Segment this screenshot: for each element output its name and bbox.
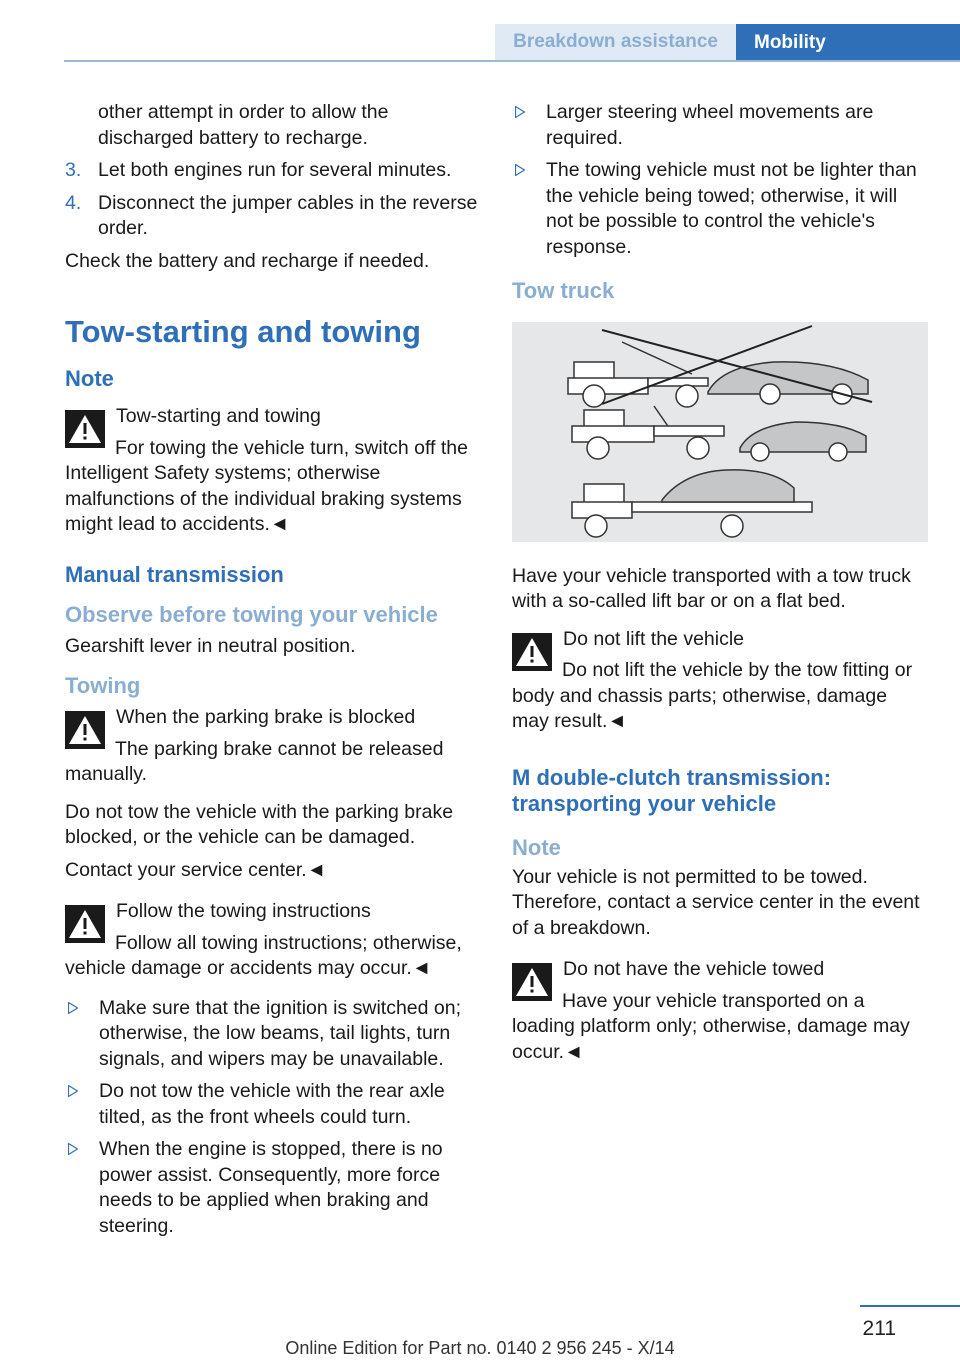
- do-not-tow-text: Do not tow the vehicle with the parking brake blocked, or the vehicle can be damaged.: [65, 800, 454, 848]
- warning-title: When the parking brake is blocked: [116, 706, 416, 728]
- manual-transmission-heading: Manual transmission: [65, 561, 284, 587]
- section-tab: Breakdown assistance: [495, 24, 736, 60]
- list-item: [65, 1137, 481, 1239]
- edition-footer: Online Edition for Part no. 0140 2 956 245 - X/14: [285, 1338, 675, 1358]
- warning-body: Follow all towing instructions; otherwise, vehicle damage or accidents may occur.◄: [65, 931, 462, 979]
- warning-icon: [512, 963, 552, 1001]
- transport-text: Have your vehicle transported with a tow truck with a so-called lift bar or on a flat bed.: [512, 564, 911, 612]
- left-column: [65, 100, 481, 1246]
- list-item-text: Make sure that the ignition is switched on; otherwise, the low beams, tail lights, turn signals, and wipers may be unavailable.: [99, 996, 462, 1070]
- bullet-triangle-icon: [68, 1143, 78, 1155]
- note-text: Your vehicle is not permitted to be towed. Therefore, contact a service center in the event of a breakdown.: [512, 865, 920, 939]
- bullet-triangle-icon: [515, 164, 525, 176]
- list-item-text: Do not tow the vehicle with the rear axle tilted, as the front wheels could turn.: [99, 1080, 445, 1128]
- warning-box: [65, 705, 481, 788]
- observe-heading: Observe before towing your vehicle: [65, 601, 438, 627]
- warning-box: [512, 627, 928, 735]
- step-item: [65, 158, 481, 184]
- warning-title: Do not lift the vehicle: [563, 627, 745, 650]
- list-item-text: When the engine is stopped, there is no power assist. Consequently, more force needs to be applied when braking and steering.: [99, 1138, 443, 1237]
- warning-body: The parking brake cannot be released manually.: [65, 737, 444, 785]
- right-column: [512, 100, 928, 1077]
- warning-body: For towing the vehicle turn, switch off the Intelligent Safety systems; otherwise malfunctions of the individual braking systems might lead to accidents.◄: [65, 436, 468, 535]
- list-item: [512, 100, 928, 151]
- section-heading: Tow-starting and towing: [65, 314, 421, 349]
- note-heading: Note: [512, 834, 561, 860]
- page-header: [0, 24, 960, 64]
- warning-title: Follow the towing instructions: [116, 900, 371, 922]
- tow-truck-illustration: [512, 322, 928, 542]
- gearshift-text: Gearshift lever in neutral position.: [65, 634, 356, 657]
- warning-box: [512, 957, 928, 1065]
- bullet-triangle-icon: [68, 1085, 78, 1097]
- step-number: 3.: [65, 159, 82, 181]
- header-rule: [64, 60, 960, 62]
- warning-icon: [65, 711, 105, 749]
- warning-icon: [512, 633, 552, 671]
- list-item: [512, 158, 928, 260]
- tow-truck-heading: Tow truck: [512, 278, 615, 303]
- warning-icon: [65, 410, 105, 448]
- list-item-text: The towing vehicle must not be lighter than the vehicle being towed; otherwise, it will not be possible to control the vehicle's response.: [546, 159, 917, 258]
- contact-text: Contact your service center.◄: [65, 858, 326, 881]
- warning-body: Have your vehicle transported on a loading platform only; otherwise, damage may occur.◄: [512, 989, 910, 1063]
- bullet-triangle-icon: [68, 1002, 78, 1014]
- warning-box: [65, 899, 481, 982]
- warning-title: Tow-starting and towing: [116, 405, 321, 427]
- warning-box: [65, 404, 481, 538]
- page-number: 211: [862, 1317, 896, 1340]
- chapter-tab: Mobility: [736, 24, 960, 62]
- step-number: 4.: [65, 191, 82, 214]
- step-item: [65, 191, 481, 242]
- note-heading: Note: [65, 366, 114, 391]
- step-text: Let both engines run for several minutes.: [98, 159, 452, 181]
- step-text: Disconnect the jumper cables in the reverse order.: [98, 191, 478, 239]
- list-item: [65, 1079, 481, 1130]
- warning-title: Do not have the vehicle towed: [563, 958, 825, 980]
- step-continuation: other attempt in order to allow the discharged battery to recharge.: [98, 101, 389, 149]
- list-item-text: Larger steering wheel movements are required.: [546, 101, 874, 149]
- bullet-triangle-icon: [515, 106, 525, 118]
- mdct-heading: M double-clutch transmission: transporting your vehicle: [512, 764, 832, 816]
- list-item: [65, 996, 481, 1073]
- footer-rule: [860, 1305, 960, 1307]
- towing-heading: Towing: [65, 673, 141, 698]
- warning-body: Do not lift the vehicle by the tow fitting or body and chassis parts; otherwise, damage may result.◄: [512, 659, 913, 732]
- warning-icon: [65, 905, 105, 943]
- check-text: Check the battery and recharge if needed.: [65, 249, 430, 272]
